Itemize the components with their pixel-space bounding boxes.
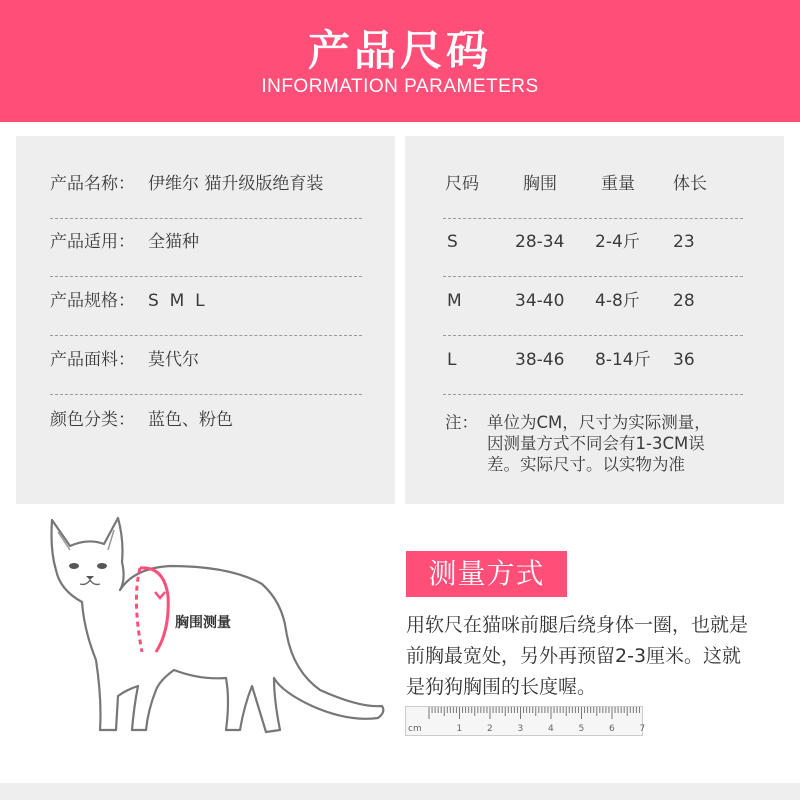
ruler-number: 7 [639,724,646,734]
column-header: 重量 [601,174,635,194]
ruler-number: 4 [548,724,554,734]
table-cell: 4-8斤 [595,291,640,311]
ruler-number: 2 [487,724,493,734]
info-label: 颜色分类： [50,410,135,430]
page-title: 产品尺码 [307,26,492,75]
table-row [443,277,743,336]
info-row-fabric [50,336,362,395]
product-info-panel [16,136,395,504]
ruler-number: 6 [609,724,615,734]
note-line: 因测量方式不同会有1-3CM误 [487,434,705,453]
note-line: 单位为CM，尺寸为实际测量， [487,413,711,432]
info-value: 全猫种 [148,232,199,252]
method-description [406,610,796,703]
info-value: 伊维尔 猫升级版绝育装 [148,174,324,194]
table-cell: 28-34 [515,232,565,252]
table-cell: 28 [673,291,695,311]
info-label: 产品面料： [50,350,135,370]
info-row-name [50,160,362,219]
table-cell: 36 [673,350,695,370]
method-line: 用软尺在猫咪前腿后绕身体一圈，也就是 [406,614,749,636]
info-value: S M L [148,291,205,311]
column-header: 胸围 [523,174,557,194]
note-line: 差。实际尺寸。以实物为准 [487,455,685,474]
table-cell: 8-14斤 [595,350,651,370]
header-banner [0,0,800,122]
method-line: 是狗狗胸围的长度喔。 [406,676,597,698]
chest-measure-label: 胸围测量 [175,615,231,631]
table-cell: 38-46 [515,350,565,370]
table-cell: 34-40 [515,291,565,311]
ruler-number: 1 [456,724,463,734]
table-cell: 23 [673,232,695,252]
table-cell: L [447,350,457,370]
ruler-number: 5 [578,724,585,734]
method-title: 测量方式 [406,551,567,597]
info-label: 产品名称： [50,174,135,194]
info-row-color [50,396,362,454]
info-label: 产品适用： [50,232,135,252]
column-header: 尺码 [445,174,479,194]
ruler-illustration [405,706,646,736]
table-row [443,336,743,395]
table-cell: 2-4斤 [595,232,640,252]
method-line: 前胸最宽处，另外再预留2-3厘米。这就 [406,645,742,667]
info-row-spec [50,277,362,336]
size-chart-panel [405,136,784,504]
page-subtitle: INFORMATION PARAMETERS [261,76,539,97]
info-value: 莫代尔 [148,350,199,370]
table-row [443,218,743,277]
ruler-number: 3 [517,724,524,734]
info-row-applicable [50,218,362,277]
column-header: 体长 [673,174,707,194]
table-cell: S [447,232,458,252]
info-value: 蓝色、粉色 [148,410,233,430]
ruler-unit: cm [408,724,422,734]
table-cell: M [447,291,462,311]
note-prefix: 注： [445,413,478,432]
info-label: 产品规格： [50,291,135,311]
size-table-header [443,160,743,219]
bottom-strip [0,783,800,800]
